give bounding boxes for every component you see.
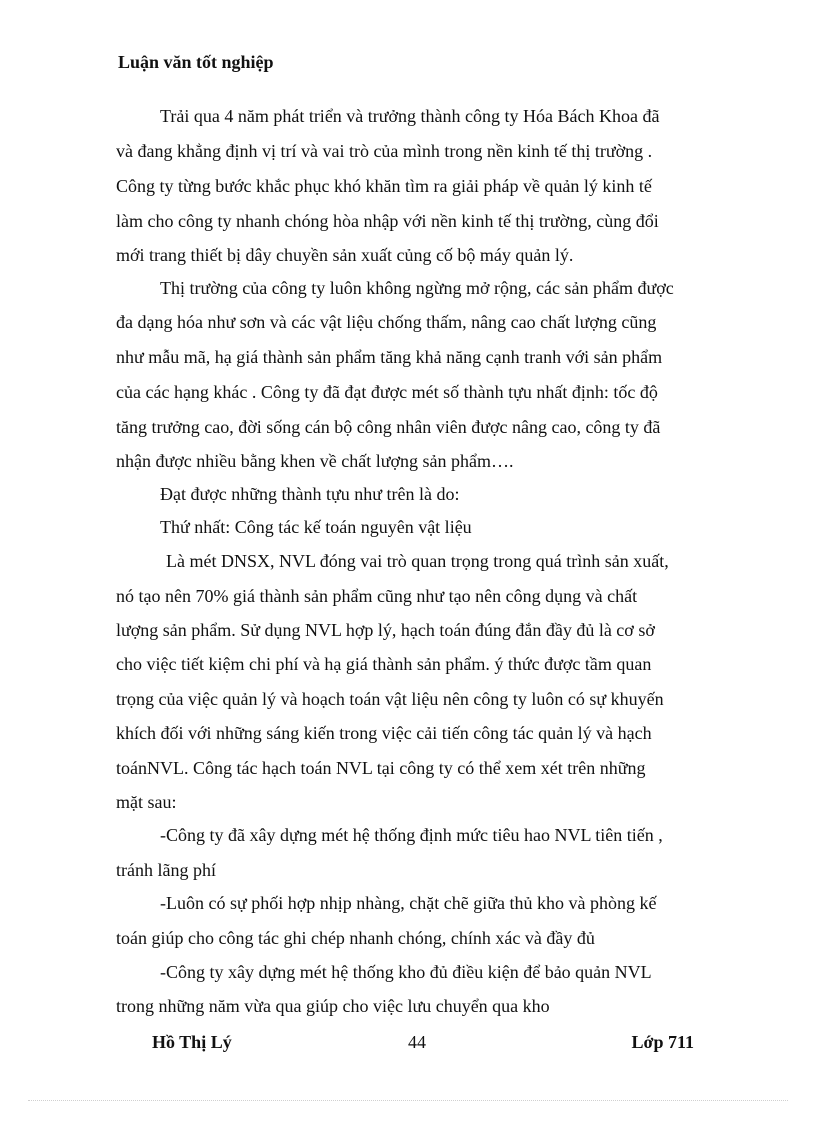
text-line: lượng sản phẩm. Sử dụng NVL hợp lý, hạch toán đúng đắn đầy đủ là cơ sở (116, 620, 655, 640)
text-line: nó tạo nên 70% giá thành sản phẩm cũng như tạo nên công dụng và chất (116, 586, 638, 606)
footer-author: Hồ Thị Lý (152, 1032, 232, 1052)
text-line: nhận được nhiều bằng khen về chất lượng sản phẩm…. (116, 451, 514, 471)
text-line: mới trang thiết bị dây chuyền sản xuất củng cố bộ máy quản lý. (116, 245, 574, 265)
text-line: -Công ty đã xây dựng mét hệ thống định mức tiêu hao NVL tiên tiến , (160, 825, 663, 845)
text-line: và đang khẳng định vị trí và vai trò của mình trong nền kinh tế thị trường . (116, 141, 653, 161)
text-line: đa dạng hóa như sơn và các vật liệu chống thấm, nâng cao chất lượng cũng (116, 312, 657, 332)
footer-page-number: 44 (408, 1032, 426, 1052)
bottom-divider (28, 1100, 788, 1101)
text-line: tránh lãng phí (116, 860, 216, 880)
text-line: Trải qua 4 năm phát triển và trưởng thành công ty Hóa Bách Khoa đã (160, 106, 660, 126)
text-line: toánNVL. Công tác hạch toán NVL tại công ty có thể xem xét trên những (116, 758, 646, 778)
text-line: như mẫu mã, hạ giá thành sản phẩm tăng khả năng cạnh tranh với sản phẩm (116, 347, 663, 367)
text-line: cho việc tiết kiệm chi phí và hạ giá thành sản phẩm. ý thức được tầm quan (116, 654, 652, 674)
text-line: Là mét DNSX, NVL đóng vai trò quan trọng trong quá trình sản xuất, (166, 551, 669, 571)
text-line: trong những năm vừa qua giúp cho việc lưu chuyển qua kho (116, 996, 550, 1016)
text-line: của các hạng khác . Công ty đã đạt được mét số thành tựu nhất định: tốc độ (116, 382, 658, 402)
text-line: làm cho công ty nhanh chóng hòa nhập với nền kinh tế thị trường, cùng đổi (116, 211, 659, 231)
text-line: khích đối với những sáng kiến trong việc cải tiến công tác quản lý và hạch (116, 723, 652, 743)
document-header-title: Luận văn tốt nghiệp (118, 52, 274, 72)
text-line: Thị trường của công ty luôn không ngừng mở rộng, các sản phẩm được (160, 278, 674, 298)
footer-class: Lớp 711 (631, 1032, 694, 1052)
text-line: toán giúp cho công tác ghi chép nhanh chóng, chính xác và đầy đủ (116, 928, 595, 948)
text-line: Thứ nhất: Công tác kế toán nguyên vật liệu (160, 517, 472, 537)
text-line: Công ty từng bước khắc phục khó khăn tìm ra giải pháp về quản lý kinh tế (116, 176, 652, 196)
text-line: -Luôn có sự phối hợp nhịp nhàng, chặt chẽ giữa thủ kho và phòng kế (160, 893, 657, 913)
text-line: Đạt được những thành tựu như trên là do: (160, 484, 460, 504)
text-line: tăng trưởng cao, đời sống cán bộ công nhân viên được nâng cao, công ty đã (116, 417, 661, 437)
text-line: trọng của việc quản lý và hoạch toán vật liệu nên công ty luôn có sự khuyến (116, 689, 664, 709)
text-line: -Công ty xây dựng mét hệ thống kho đủ điều kiện để bảo quản NVL (160, 962, 652, 982)
text-line: mặt sau: (116, 792, 177, 812)
